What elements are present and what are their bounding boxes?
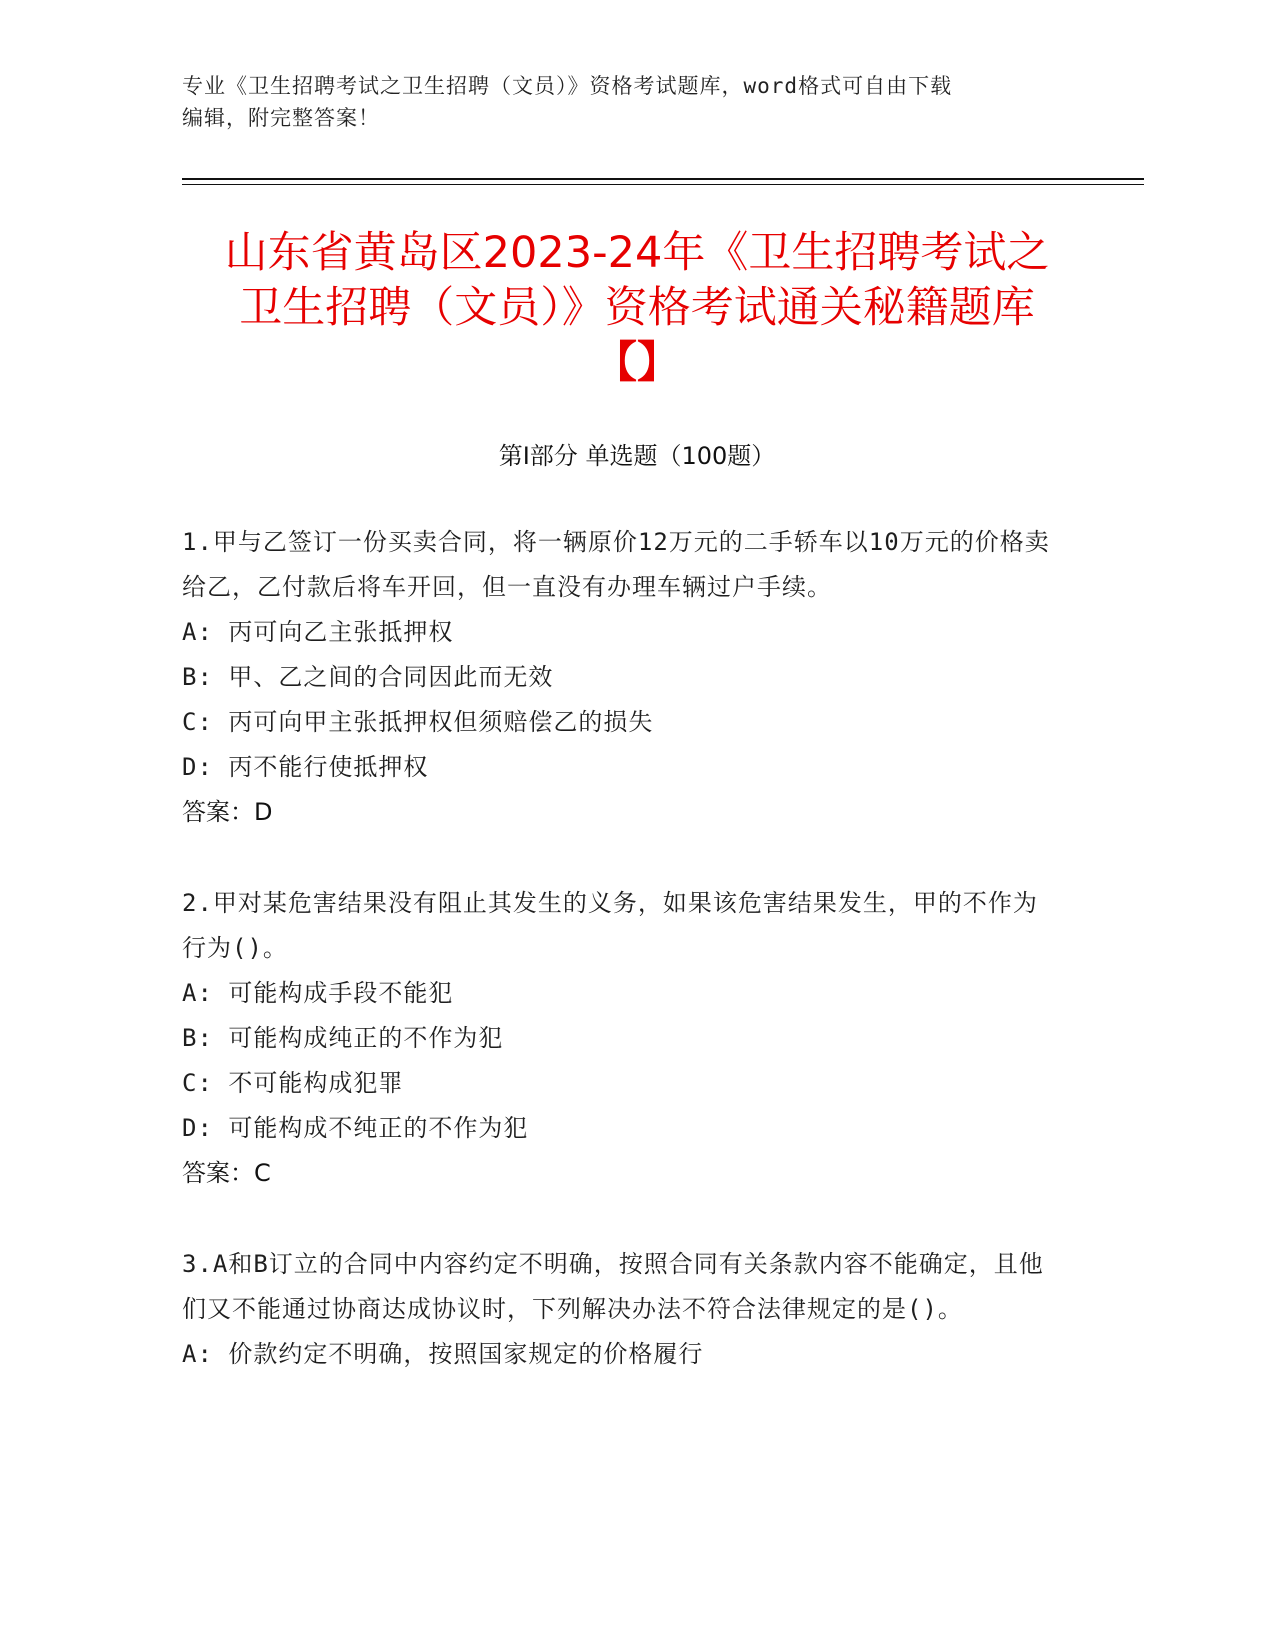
question-option-a: A: 可能构成手段不能犯 — [182, 979, 454, 1007]
header-rule-thin — [182, 184, 1144, 185]
question-option-a: A: 丙可向乙主张抵押权 — [182, 618, 454, 646]
question-stem: 2.甲对某危害结果没有阻止其发生的义务，如果该危害结果发生，甲的不作为行为()。 — [182, 889, 1038, 962]
question-option-c: C: 丙可向甲主张抵押权但须赔偿乙的损失 — [182, 708, 654, 736]
header-note — [182, 70, 1062, 134]
document-title-line-1: 山东省黄岛区2023-24年《卫生招聘考试之 — [224, 228, 1050, 278]
question-answer: 答案：C — [182, 1159, 271, 1187]
section-heading: 第Ⅰ部分 单选题（100题） — [498, 442, 776, 470]
question-list — [182, 520, 1062, 1423]
question-stem: 1.甲与乙签订一份买卖合同，将一辆原价12万元的二手轿车以10万元的价格卖给乙，乙付款后将车开回，但一直没有办理车辆过户手续。 — [182, 528, 1050, 601]
question-option-b: B: 甲、乙之间的合同因此而无效 — [182, 663, 554, 691]
header-rule-thick — [182, 178, 1144, 180]
question-option-a: A: 价款约定不明确，按照国家规定的价格履行 — [182, 1340, 704, 1368]
question-answer: 答案：D — [182, 798, 273, 826]
question-2 — [182, 881, 1062, 1196]
question-stem: 3.A和B订立的合同中内容约定不明确，按照合同有关条款内容不能确定，且他们又不能通过协商达成协议时，下列解决办法不符合法律规定的是()。 — [182, 1250, 1044, 1323]
document-title-line-2: 卫生招聘（文员）》资格考试通关秘籍题库 — [239, 283, 1035, 333]
header-note-line-2: 编辑，附完整答案！ — [182, 106, 380, 130]
question-option-b: B: 可能构成纯正的不作为犯 — [182, 1024, 504, 1052]
header-note-line-1: 专业《卫生招聘考试之卫生招聘（文员）》资格考试题库，word格式可自由下载 — [182, 74, 953, 98]
document-title-line-3: 【】 — [594, 338, 680, 388]
question-3 — [182, 1242, 1062, 1377]
question-option-d: D: 可能构成不纯正的不作为犯 — [182, 1114, 529, 1142]
question-option-d: D: 丙不能行使抵押权 — [182, 753, 429, 781]
question-1 — [182, 520, 1062, 835]
question-option-c: C: 不可能构成犯罪 — [182, 1069, 404, 1097]
document-title — [182, 226, 1092, 391]
